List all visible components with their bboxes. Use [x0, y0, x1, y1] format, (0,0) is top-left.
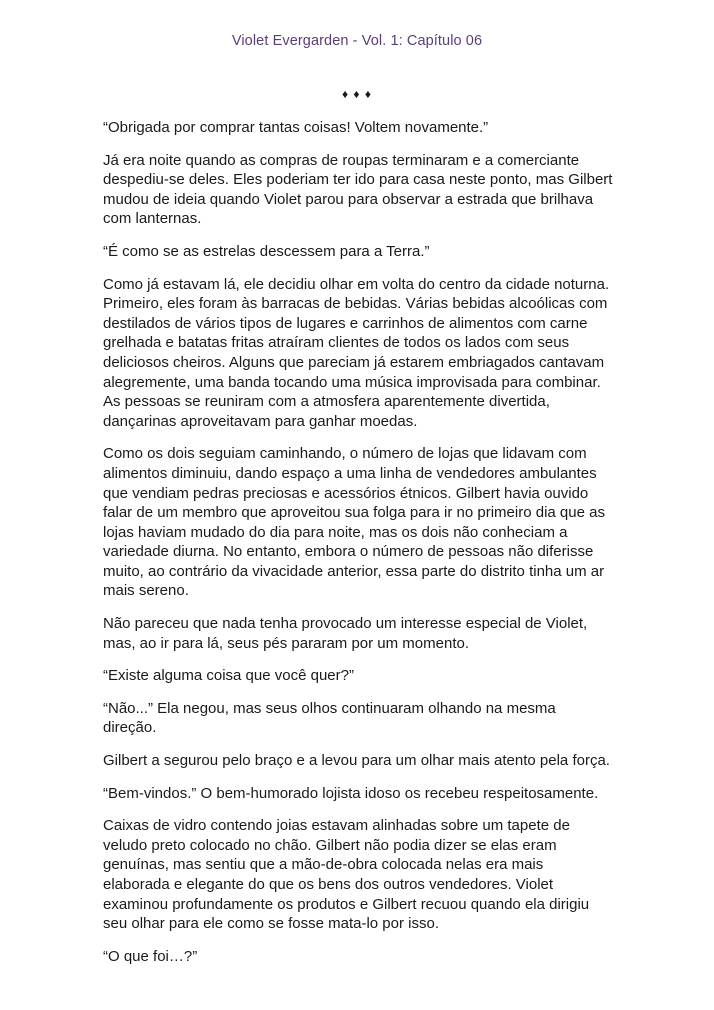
- paragraph: “O que foi…?”: [103, 947, 198, 965]
- body-text: [103, 118, 613, 979]
- paragraph: Gilbert a segurou pelo braço e a levou para um olhar mais atento pela força.: [103, 752, 610, 770]
- paragraph: Caixas de vidro contendo joias estavam alinhadas sobre um tapete de veludo preto colocado no chão. Gilbert não podia dizer se elas eram genuínas, mas sentiu que a mão-de-obra colocada nelas era mais elaborada e elegante do que os bens dos outros vendedores. Violet examinou profundamente os produtos e Gilbert recuou quando ela dirigiu seu olhar para ele como se fosse mata-lo por isso.: [103, 817, 590, 933]
- paragraph: “Obrigada por comprar tantas coisas! Voltem novamente.”: [103, 119, 489, 136]
- paragraph: “Não...” Ela negou, mas seus olhos continuaram olhando na mesma direção.: [103, 699, 556, 737]
- paragraph: Não pareceu que nada tenha provocado um interesse especial de Violet, mas, ao ir para lá, seus pés pararam por um momento.: [103, 615, 588, 652]
- paragraph: “Existe alguma coisa que você quer?”: [103, 667, 354, 685]
- paragraph: Já era noite quando as compras de roupas terminaram e a comerciante despediu-se deles. Eles poderiam ter ido para casa neste ponto, mas Gilbert mudou de ideia quando Violet parou para observar a estrada que brilhava com lanternas.: [103, 151, 613, 228]
- paragraph: “Bem-vindos.” O bem-humorado lojista idoso os recebeu respeitosamente.: [103, 784, 599, 802]
- paragraph: Como os dois seguiam caminhando, o número de lojas que lidavam com alimentos diminuiu, dando espaço a uma linha de vendedores ambulantes que vendiam pedras preciosas e acessórios étnicos. Gilbert havia ouvido falar de um membro que aproveitou sua folga para ir no primeiro dia que as lojas haviam mudado do dia para noite, mas os dois não conheciam a variedade diurna. No entanto, embora o número de pessoas não diferisse muito, ao contrário da vivacidade anterior, essa parte do distrito tinha um ar mais sereno.: [103, 445, 605, 600]
- paragraph: Como já estavam lá, ele decidiu olhar em volta do centro da cidade noturna. Primeiro, eles foram às barracas de bebidas. Várias bebidas alcoólicas com destilados de vários tipos de lugares e carrinhos de alimentos com carne grelhada e batatas fritas atraíram clientes de todos os lados com seus deliciosos cheiros. Alguns que pareciam já estarem embriagados cantavam alegremente, uma banda tocando uma música improvisada para combinar. As pessoas se reuniram com a atmosfera aparentemente divertida, dançarinas aproveitavam para ganhar moedas.: [103, 275, 610, 430]
- paragraph: “É como se as estrelas descessem para a Terra.”: [103, 242, 430, 260]
- section-separator: ♦ ♦ ♦: [341, 87, 373, 101]
- running-header: Violet Evergarden - Vol. 1: Capítulo 06: [231, 33, 483, 49]
